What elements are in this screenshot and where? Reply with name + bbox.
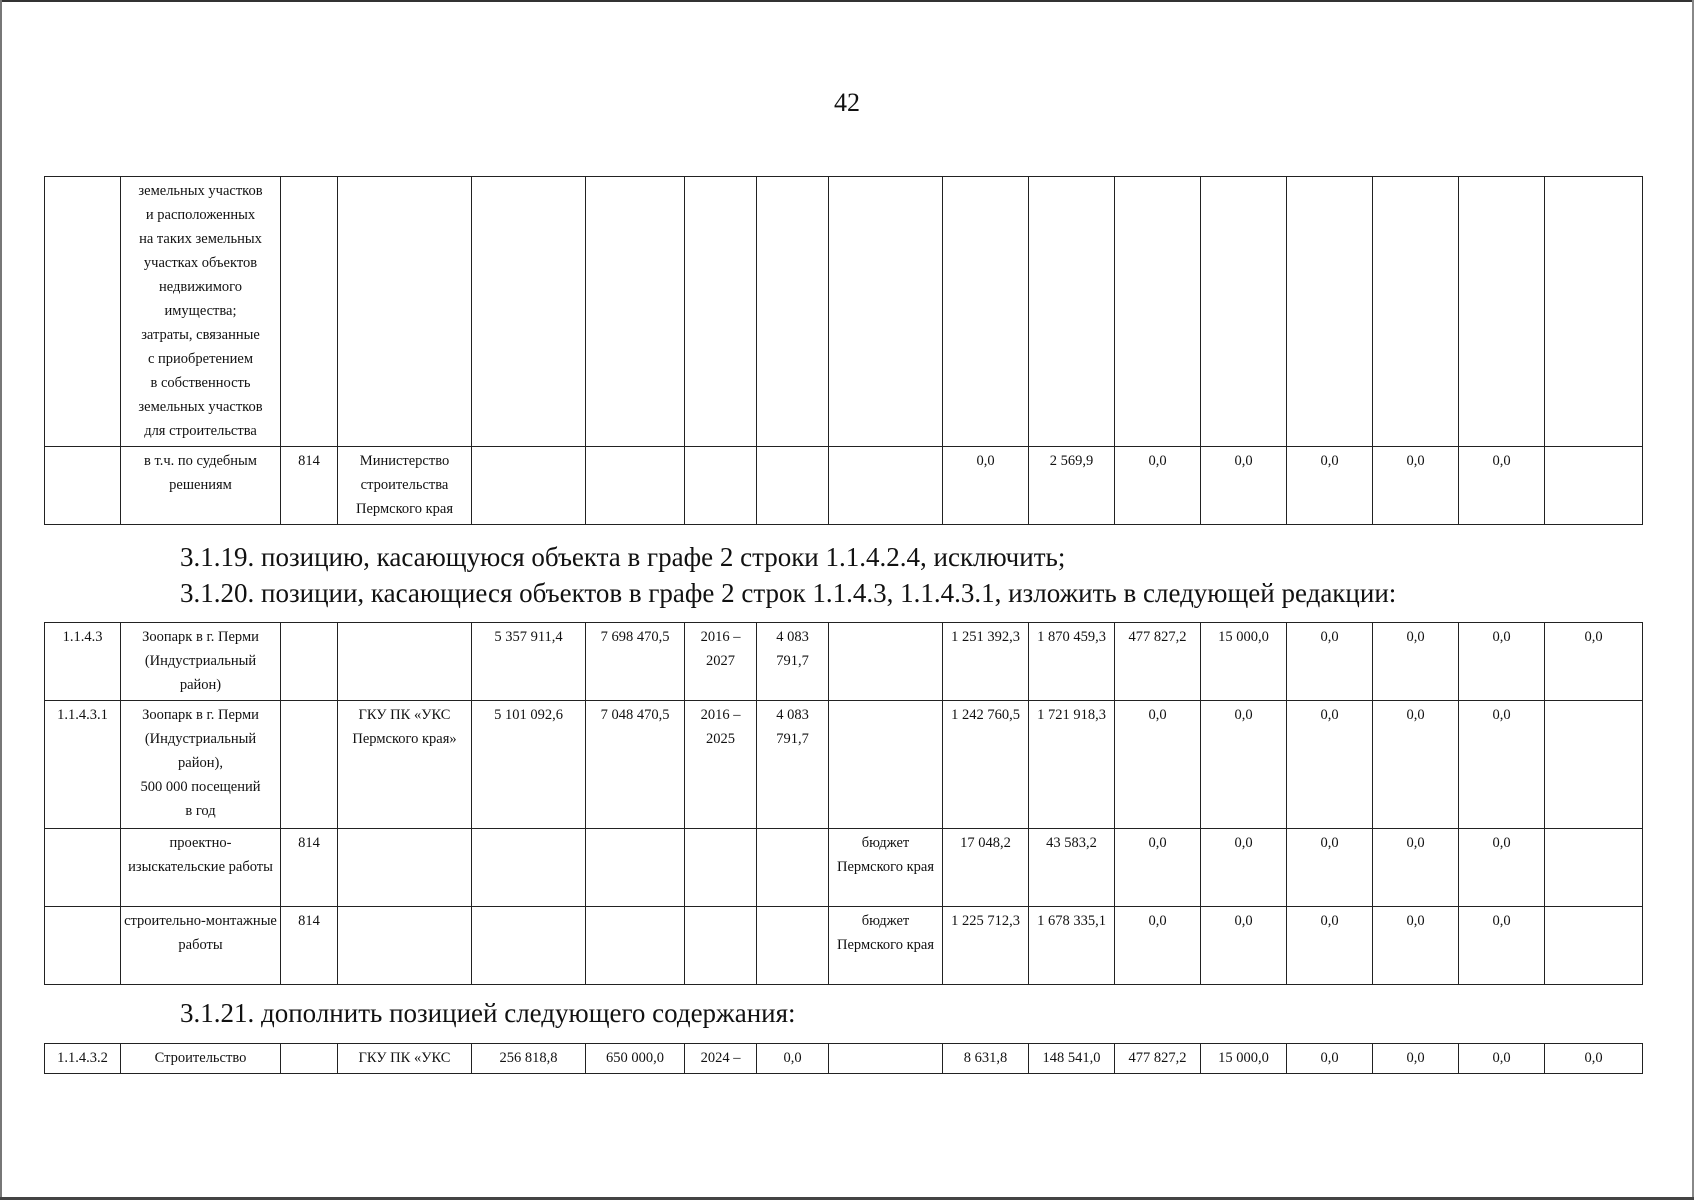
cell-empty <box>1373 177 1459 447</box>
cell-empty <box>1545 907 1643 985</box>
cell-code: 814 <box>281 907 338 985</box>
cell-value: 0,0 <box>1373 829 1459 907</box>
cell-value: 0,0 <box>1115 447 1201 525</box>
page-number: 42 <box>834 88 860 117</box>
cell-value: 0,0 <box>1287 447 1373 525</box>
cell-empty <box>338 177 472 447</box>
cell-value: 4 083 791,7 <box>757 701 829 829</box>
cell-empty <box>757 829 829 907</box>
table-middle <box>44 622 1643 985</box>
cell-empty <box>829 701 943 829</box>
cell-empty <box>829 623 943 701</box>
cell-empty <box>338 623 472 701</box>
cell-empty <box>757 177 829 447</box>
cell-empty <box>472 447 586 525</box>
paragraph-3-1-20: 3.1.20. позиции, касающиеся объектов в графе 2 строк 1.1.4.3, 1.1.4.3.1, изложить в следующей редакции: <box>180 578 1397 608</box>
table-row <box>45 829 1643 907</box>
cell-value: 1 242 760,5 <box>943 701 1029 829</box>
cell-empty <box>45 907 121 985</box>
cell-value: 0,0 <box>1373 447 1459 525</box>
cell-period: 2024 – <box>685 1044 757 1074</box>
cell-empty <box>1201 177 1287 447</box>
cell-empty <box>586 829 685 907</box>
table-bottom <box>44 1043 1643 1074</box>
cell-value: 7 048 470,5 <box>586 701 685 829</box>
cell-empty <box>586 177 685 447</box>
cell-empty <box>281 1044 338 1074</box>
cell-empty <box>1287 177 1373 447</box>
page-edge-left <box>0 0 2 1200</box>
cell-value: 0,0 <box>1201 447 1287 525</box>
cell-value: 8 631,8 <box>943 1044 1029 1074</box>
cell-value: 0,0 <box>1287 907 1373 985</box>
cell-empty <box>685 447 757 525</box>
cell-source: бюджет Пермского края <box>829 907 943 985</box>
cell-value: 0,0 <box>1373 907 1459 985</box>
cell-empty <box>281 623 338 701</box>
cell-value: 0,0 <box>1373 701 1459 829</box>
cell-name <box>121 701 281 829</box>
cell-value: 0,0 <box>1459 829 1545 907</box>
cell-description <box>121 177 281 447</box>
cell-empty <box>281 177 338 447</box>
name-line: 500 000 посещений <box>140 779 261 795</box>
cell-value: 17 048,2 <box>943 829 1029 907</box>
table-row <box>45 907 1643 985</box>
cell-empty <box>586 447 685 525</box>
page-edge-top <box>0 0 1694 2</box>
cell-empty <box>757 447 829 525</box>
cell-empty <box>685 829 757 907</box>
cell-empty <box>586 907 685 985</box>
paragraph-3-1-19: 3.1.19. позицию, касающуюся объекта в графе 2 строки 1.1.4.2.4, исключить; <box>180 542 1066 572</box>
cell-value: 1 721 918,3 <box>1029 701 1115 829</box>
desc-line: в собственность <box>150 375 251 391</box>
table-top <box>44 176 1643 525</box>
name-line: Зоопарк в г. Перми <box>142 707 259 723</box>
paragraph-3-1-21: 3.1.21. дополнить позицией следующего содержания: <box>180 998 796 1028</box>
cell-value: 650 000,0 <box>586 1044 685 1074</box>
cell-empty <box>1545 447 1643 525</box>
cell-value: 0,0 <box>1201 907 1287 985</box>
table-row <box>45 177 1643 447</box>
cell-value: 1 251 392,3 <box>943 623 1029 701</box>
cell-value: 4 083 791,7 <box>757 623 829 701</box>
cell-value: 0,0 <box>1459 1044 1545 1074</box>
cell-empty <box>1545 701 1643 829</box>
cell-name: Зоопарк в г. Перми (Индустриальный район) <box>121 623 281 701</box>
cell-empty <box>1029 177 1115 447</box>
cell-empty <box>757 907 829 985</box>
cell-value: 477 827,2 <box>1115 1044 1201 1074</box>
cell-value: 15 000,0 <box>1201 623 1287 701</box>
cell-value: 43 583,2 <box>1029 829 1115 907</box>
cell-name: строительно-монтажные работы <box>121 907 281 985</box>
cell-empty <box>281 701 338 829</box>
cell-name: в т.ч. по судебным решениям <box>121 447 281 525</box>
table-row <box>45 701 1643 829</box>
cell-value: 2 569,9 <box>1029 447 1115 525</box>
cell-empty <box>472 907 586 985</box>
cell-value: 1 225 712,3 <box>943 907 1029 985</box>
cell-value: 0,0 <box>1287 1044 1373 1074</box>
name-line: район), <box>178 755 223 771</box>
cell-value: 0,0 <box>757 1044 829 1074</box>
cell-empty <box>1545 177 1643 447</box>
name-line: (Индустриальный <box>144 731 257 747</box>
desc-line: недвижимого <box>158 279 243 295</box>
cell-empty <box>338 829 472 907</box>
cell-empty <box>472 177 586 447</box>
desc-line: с приобретением <box>147 351 254 367</box>
cell-value: 1 870 459,3 <box>1029 623 1115 701</box>
cell-value: 0,0 <box>1459 623 1545 701</box>
cell-value: 0,0 <box>1201 829 1287 907</box>
desc-line: на таких земельных <box>139 231 262 247</box>
cell-value: 0,0 <box>943 447 1029 525</box>
cell-value: 7 698 470,5 <box>586 623 685 701</box>
cell-org: ГКУ ПК «УКС Пермского края» <box>338 701 472 829</box>
cell-empty <box>45 829 121 907</box>
cell-value: 0,0 <box>1115 907 1201 985</box>
table-row <box>45 447 1643 525</box>
cell-value: 15 000,0 <box>1201 1044 1287 1074</box>
cell-value: 0,0 <box>1201 701 1287 829</box>
cell-value: 0,0 <box>1545 1044 1643 1074</box>
cell-code: 814 <box>281 447 338 525</box>
desc-line: земельных участков <box>138 183 263 199</box>
cell-value: 5 357 911,4 <box>472 623 586 701</box>
cell-empty <box>45 177 121 447</box>
table-row <box>45 1044 1643 1074</box>
cell-period: 2016 – 2025 <box>685 701 757 829</box>
cell-value: 0,0 <box>1287 701 1373 829</box>
cell-value: 256 818,8 <box>472 1044 586 1074</box>
name-line: в год <box>185 803 216 819</box>
cell-value: 0,0 <box>1287 623 1373 701</box>
cell-id: 1.1.4.3.1 <box>45 701 121 829</box>
cell-value: 1 678 335,1 <box>1029 907 1115 985</box>
cell-value: 0,0 <box>1287 829 1373 907</box>
cell-code: 814 <box>281 829 338 907</box>
cell-empty <box>1115 177 1201 447</box>
cell-name: Строительство <box>121 1044 281 1074</box>
desc-line: земельных участков <box>138 399 263 415</box>
cell-empty <box>685 907 757 985</box>
table-row <box>45 623 1643 701</box>
cell-value: 0,0 <box>1115 701 1201 829</box>
cell-empty <box>45 447 121 525</box>
cell-org: Министерство строительства Пермского края <box>338 447 472 525</box>
cell-value: 5 101 092,6 <box>472 701 586 829</box>
cell-empty <box>338 907 472 985</box>
desc-line: для строительства <box>144 423 257 439</box>
desc-line: участках объектов <box>143 255 258 271</box>
cell-id: 1.1.4.3 <box>45 623 121 701</box>
cell-value: 0,0 <box>1459 701 1545 829</box>
desc-line: затраты, связанные <box>141 327 260 343</box>
desc-line: имущества; <box>164 303 237 319</box>
cell-empty <box>829 1044 943 1074</box>
cell-name: проектно-изыскательские работы <box>121 829 281 907</box>
cell-value: 0,0 <box>1545 623 1643 701</box>
cell-org: ГКУ ПК «УКС <box>338 1044 472 1074</box>
cell-source: бюджет Пермского края <box>829 829 943 907</box>
cell-empty <box>685 177 757 447</box>
desc-line: и расположенных <box>145 207 256 223</box>
cell-period: 2016 – 2027 <box>685 623 757 701</box>
cell-value: 0,0 <box>1373 1044 1459 1074</box>
cell-empty <box>1459 177 1545 447</box>
cell-empty <box>943 177 1029 447</box>
cell-empty <box>829 177 943 447</box>
cell-empty <box>829 447 943 525</box>
cell-value: 0,0 <box>1459 447 1545 525</box>
cell-value: 0,0 <box>1373 623 1459 701</box>
cell-id: 1.1.4.3.2 <box>45 1044 121 1074</box>
cell-value: 0,0 <box>1459 907 1545 985</box>
cell-value: 477 827,2 <box>1115 623 1201 701</box>
cell-value: 0,0 <box>1115 829 1201 907</box>
cell-value: 148 541,0 <box>1029 1044 1115 1074</box>
cell-empty <box>472 829 586 907</box>
cell-empty <box>1545 829 1643 907</box>
